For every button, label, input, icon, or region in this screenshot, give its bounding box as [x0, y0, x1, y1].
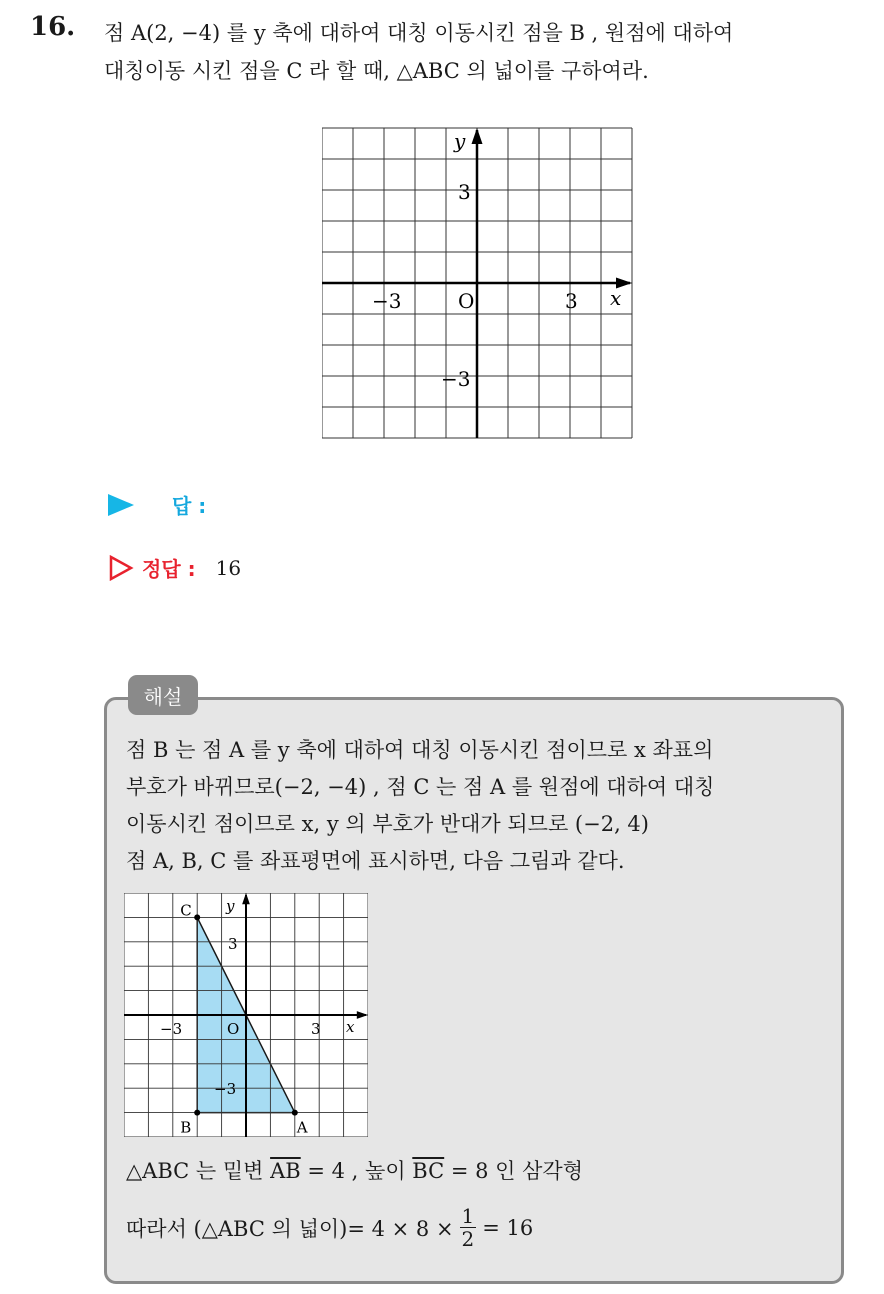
explanation-line-2: 부호가 바뀌므로(−2, −4) , 점 C 는 점 A 를 원점에 대하여 대칭	[126, 775, 715, 799]
y-axis-label: y	[226, 897, 235, 915]
result1-pre: △ABC 는 밑변	[126, 1159, 271, 1183]
result1-mid: = 4 , 높이	[300, 1159, 413, 1183]
tick-x-pos3: 3	[565, 289, 578, 313]
result2-pre: 따라서 (△ABC 의 넓이)= 4 × 8 ×	[126, 1216, 454, 1241]
point-label-b: B	[180, 1118, 192, 1137]
point-label-c: C	[180, 901, 192, 920]
y-axis-label: y	[454, 129, 466, 153]
question-line-2: 대칭이동 시킨 점을 C 라 할 때, △ABC 의 넓이를 구하여라.	[104, 59, 649, 83]
segment-bc: $\overline{BC}$	[412, 1159, 445, 1183]
result-line-1	[126, 1155, 583, 1185]
fraction-numerator: 1	[461, 1204, 475, 1228]
point-b	[194, 1110, 200, 1116]
outline-triangle-icon	[108, 555, 134, 581]
explanation-line-1: 점 B 는 점 A 를 y 축에 대하여 대칭 이동시킨 점이므로 x 좌표의	[126, 738, 714, 762]
tick-y-pos3: 3	[228, 935, 238, 953]
correct-answer-row	[108, 553, 241, 582]
x-axis-label: x	[610, 286, 622, 310]
explanation-line-3: 이동시킨 점이므로 x, y 의 부호가 반대가 되므로 (−2, 4)	[126, 812, 649, 836]
play-triangle-icon	[108, 494, 134, 516]
correct-answer-label: 정답 :	[142, 557, 196, 581]
result1-post: = 8 인 삼각형	[444, 1159, 583, 1183]
explanation-tag: 해설	[128, 675, 198, 715]
result2-post: = 16	[482, 1215, 534, 1240]
tick-x-neg3: −3	[372, 289, 402, 313]
answer-row	[108, 490, 206, 519]
y-axis-arrow-icon	[472, 128, 483, 144]
point-label-a: A	[296, 1118, 308, 1137]
fraction-one-half	[460, 1205, 477, 1250]
question-text	[104, 14, 874, 90]
triangle-figure	[124, 893, 368, 1137]
coordinate-grid	[322, 124, 640, 442]
x-axis-label: x	[346, 1018, 355, 1036]
tick-y-pos3: 3	[458, 180, 471, 204]
fraction-denominator: 2	[461, 1227, 475, 1251]
point-a	[292, 1110, 298, 1116]
result-line-2	[126, 1205, 533, 1250]
point-c	[194, 914, 200, 920]
tick-y-neg3: −3	[441, 367, 471, 391]
origin-label: O	[458, 289, 475, 313]
tick-x-pos3: 3	[311, 1020, 321, 1038]
answer-label: 답 :	[172, 494, 207, 518]
tick-y-neg3: −3	[214, 1080, 237, 1098]
explanation-text	[126, 732, 714, 880]
explanation-line-4: 점 A, B, C 를 좌표평면에 표시하면, 다음 그림과 같다.	[126, 849, 625, 873]
question-line-1: 점 A(2, −4) 를 y 축에 대하여 대칭 이동시킨 점을 B , 원점에 대하여	[104, 21, 734, 45]
tick-x-neg3: −3	[160, 1020, 183, 1038]
correct-answer-value: 16	[215, 555, 242, 580]
question-number: 16.	[30, 12, 76, 42]
segment-ab: $\overline{AB}$	[270, 1159, 301, 1183]
axes	[322, 128, 632, 438]
origin-label: O	[227, 1020, 240, 1038]
